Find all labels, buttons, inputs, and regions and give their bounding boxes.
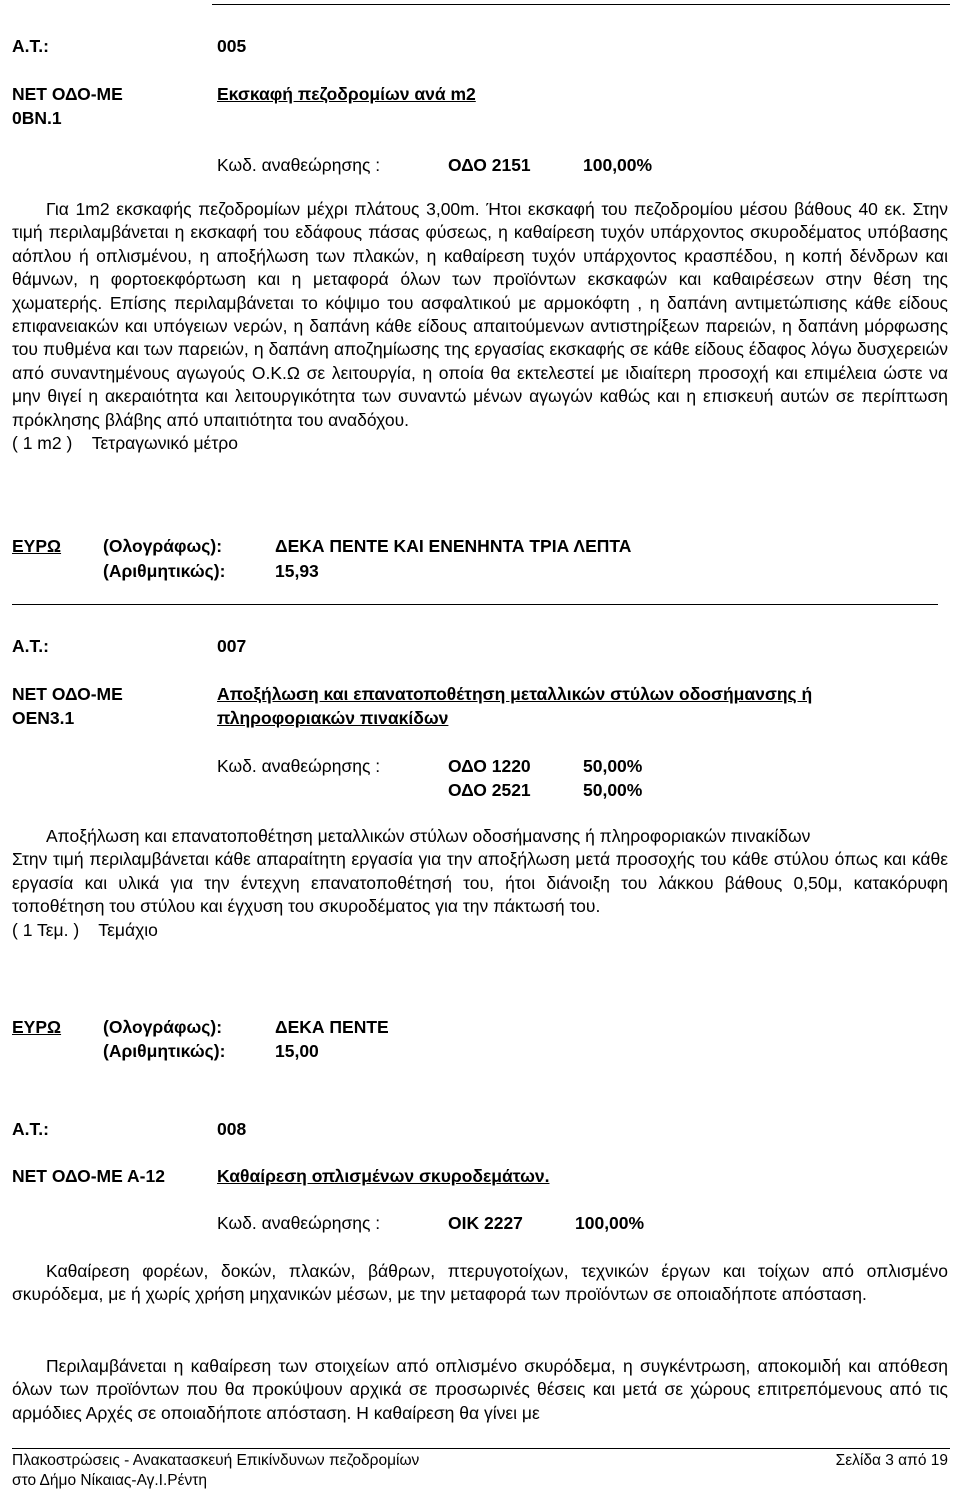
item3-title: Καθαίρεση οπλισμένων σκυροδεμάτων. xyxy=(217,1166,550,1186)
footer-rule xyxy=(12,1448,950,1449)
item2-rev-pct2: 50,00% xyxy=(583,780,643,800)
item1-words-label: (Ολογράφως): xyxy=(103,536,223,556)
item2-code-line1: ΝΕΤ ΟΔΟ-ΜΕ xyxy=(12,684,123,704)
item2-title-line1: Αποξήλωση και επανατοποθέτηση μεταλλικών στύλων οδοσήμανσης ή xyxy=(217,684,813,704)
item1-description-text: Για 1m2 εκσκαφής πεζοδρομίων μέχρι πλάτους 3,00m. Ήτοι εκσκαφή του πεζοδρομίου μέσου βάθους 40 εκ. Στην τιμή περιλαμβάνεται η εκσκαφή του εδάφους πάσας φύσεως, η καθαίρεση τυχόν υπάρχοντος σκυροδέματος υπόβασης αόπλου ή οπλισμένου, η αποξήλωση των πλακών, η καθαίρεση τυχόν υπάρχοντος κρασπέδου, η κοπή δένδρων και θάμνων, η φορτοεκφόρτωση και η μεταφορά όλων των προϊόντων εκσκαφών και καθαιρέσεων στην θέση της χωματερής. Επίσης περιλαμβάνεται το κόψιμο του ασφαλτικού με αρμοκόφτη , η δαπάνη αντιμετώπισης κάθε είδους επιφανειακών και υπόγειων νερών, η δαπάνη κάθε είδους απαιτούμενων αντιστηρίξεων παρειών, η δαπάνη μόρφωσης του πυθμένα και των παρειών, η δαπάνη αποζημίωσης της εργασίας εκσκαφής σε κάθε είδους έδαφος λόγω δυσχερειών από συναντημένους αγωγούς Ο.Κ.Ω σε λειτουργία, η οποία θα εκτελεστεί με ιδιαίτερη προσοχή και επιμέλεια ώστε να μην θιγεί η ακεραιότητα και λειτουργικότητα των συναντώ μένων αγωγών καθώς και η επισκευή αυτών σε περίπτωση πρόκλησης βλάβης από υπαιτιότητα του αναδόχου. xyxy=(12,199,948,430)
item2-num-value: 15,00 xyxy=(275,1041,319,1061)
item1-num-value: 15,93 xyxy=(275,561,319,581)
item3-rev-label: Κωδ. αναθεώρησης : xyxy=(217,1213,381,1233)
item2-description1: Αποξήλωση και επανατοποθέτηση μεταλλικών στύλων οδοσήμανσης ή πληροφοριακών πινακίδων xyxy=(46,826,811,846)
item1-at-label: Α.Τ.: xyxy=(12,36,49,56)
item3-at-label: Α.Τ.: xyxy=(12,1119,49,1139)
item1-title: Εκσκαφή πεζοδρομίων ανά m2 xyxy=(217,84,476,104)
item3-description1-text: Καθαίρεση φορέων, δοκών, πλακών, βάθρων, πτερυγοτοίχων, τεχνικών έργων και τοίχων από οπλισμένο σκυρόδεμα, με ή χωρίς χρήση μηχανικών μέσων, με την μεταφορά των προϊόντων σε οποιαδήποτε απόσταση. xyxy=(12,1261,948,1305)
item1-words-value: ΔΕΚΑ ΠΕΝΤΕ ΚΑΙ ΕΝΕΝΗΝΤΑ ΤΡΙΑ ΛΕΠΤΑ xyxy=(275,536,632,556)
top-rule xyxy=(212,4,950,5)
item1-rev-label: Κωδ. αναθεώρησης : xyxy=(217,155,381,175)
section-divider xyxy=(12,604,938,605)
footer-municipality: στο Δήμο Νίκαιας-Αγ.Ι.Ρέντη xyxy=(12,1472,208,1489)
item2-rev-code2: ΟΔΟ 2521 xyxy=(448,780,531,800)
item1-code-line2: 0ΒΝ.1 xyxy=(12,108,62,128)
item1-rev-code: ΟΔΟ 2151 xyxy=(448,155,531,175)
item2-at-value: 007 xyxy=(217,636,247,656)
item3-description1 xyxy=(12,1260,948,1307)
item1-code-line1: ΝΕΤ ΟΔΟ-ΜΕ xyxy=(12,84,123,104)
item2-at-label: Α.Τ.: xyxy=(12,636,49,656)
item2-title-line2: πληροφοριακών πινακίδων xyxy=(217,708,449,728)
item3-description2-text: Περιλαμβάνεται η καθαίρεση των στοιχείων από οπλισμένο σκυρόδεμα, η συγκέντρωση, αποκομιδή και απόθεση όλων των προϊόντων που θα προκύψουν αρχικά σε προσωρινές θέσεις και μετά σε χώρους επιτρεπόμενους από τις αρμόδιες Αρχές σε οποιαδήποτε απόσταση. Η καθαίρεση θα γίνει με xyxy=(12,1356,948,1423)
item2-description xyxy=(12,825,948,942)
item3-code: ΝΕΤ ΟΔΟ-ΜΕ Α-12 xyxy=(12,1166,165,1186)
item1-euro-label: ΕΥΡΩ xyxy=(12,536,62,556)
item1-description xyxy=(12,198,948,455)
item2-description2: Στην τιμή περιλαμβάνεται κάθε απαραίτητη εργασία για την αποξήλωση μετά προσοχής του κάθε στύλου όπως και κάθε εργασία και υλικά για την έντεχνη επανατοποθέτησή του, ήτοι διάνοιξη του λάκκου βάθους 0,50μ, κατακόρυφη τοποθέτηση του στύλου και έγχυση του σκυροδέματος για την πάκτωσή του. xyxy=(12,849,948,917)
item2-num-label: (Αριθμητικώς): xyxy=(103,1041,226,1061)
item2-rev-pct1: 50,00% xyxy=(583,756,643,776)
item3-at-value: 008 xyxy=(217,1119,247,1139)
item2-code-line2: ΟΕΝ3.1 xyxy=(12,708,75,728)
item2-rev-label: Κωδ. αναθεώρησης : xyxy=(217,756,381,776)
item3-rev-pct: 100,00% xyxy=(575,1213,645,1233)
footer-page-number: Σελίδα 3 από 19 xyxy=(835,1452,948,1469)
item3-rev-code: ΟΙΚ 2227 xyxy=(448,1213,523,1233)
item2-euro-label: ΕΥΡΩ xyxy=(12,1017,62,1037)
item1-rev-pct: 100,00% xyxy=(583,155,653,175)
item2-words-label: (Ολογράφως): xyxy=(103,1017,223,1037)
item1-unit: ( 1 m2 ) Τετραγωνικό μέτρο xyxy=(12,433,238,454)
item2-unit: ( 1 Τεμ. ) Τεμάχιο xyxy=(12,919,158,940)
item2-rev-code1: ΟΔΟ 1220 xyxy=(448,756,531,776)
item1-num-label: (Αριθμητικώς): xyxy=(103,561,226,581)
item1-at-value: 005 xyxy=(217,36,247,56)
footer-project-title: Πλακοστρώσεις - Ανακατασκευή Επικίνδυνων πεζοδρομίων xyxy=(12,1452,420,1469)
item2-words-value: ΔΕΚΑ ΠΕΝΤΕ xyxy=(275,1017,389,1037)
item3-description2 xyxy=(12,1355,948,1425)
